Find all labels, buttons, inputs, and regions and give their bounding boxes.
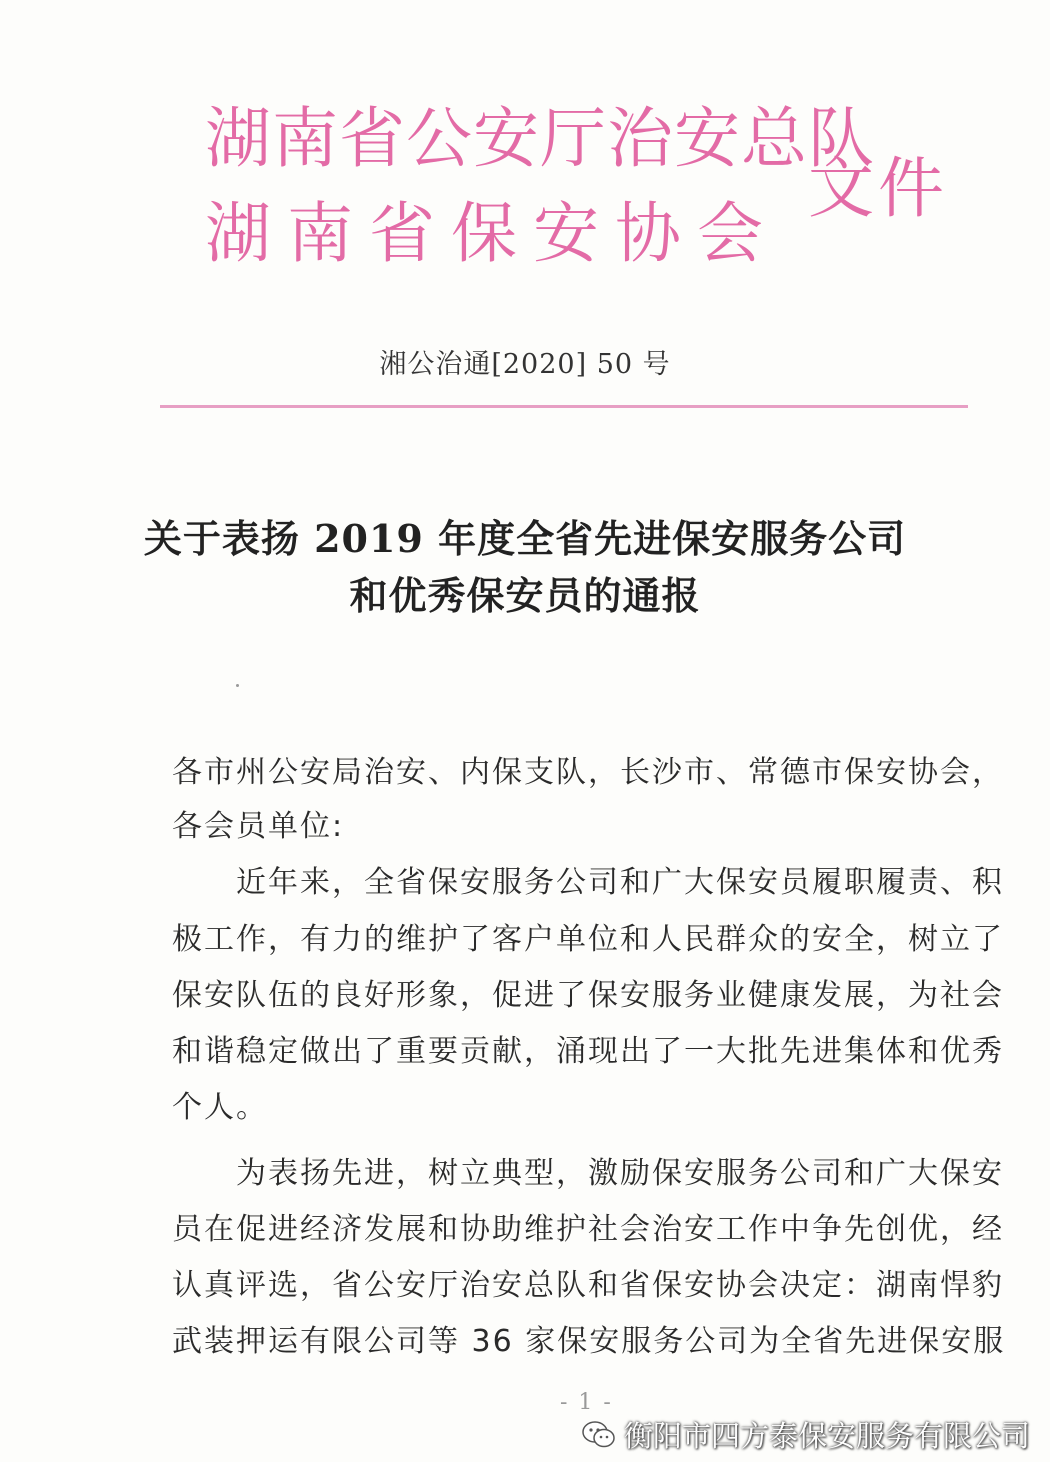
- wechat-icon: [582, 1420, 616, 1450]
- body-line: 极工作，有力的维护了客户单位和人民群众的安全，树立了: [172, 922, 1004, 957]
- body-line: 各会员单位:: [172, 809, 345, 844]
- scan-speck: [236, 684, 239, 687]
- body-line: 保安队伍的良好形象，促进了保安服务业健康发展，为社会: [172, 978, 1004, 1013]
- document-label: 文件: [808, 150, 948, 227]
- source-watermark: [582, 1414, 1030, 1455]
- body-line: 近年来，全省保安服务公司和广大保安员履职履责、积: [172, 865, 1004, 900]
- issuing-org-1: 湖南省公安厅治安总队: [205, 100, 875, 177]
- document-title-line-2: 和优秀保安员的通报: [349, 573, 701, 618]
- body-line: 为表扬先进，树立典型，激励保安服务公司和广大保安: [172, 1156, 1004, 1191]
- header-divider: [160, 405, 968, 408]
- watermark-text: 衡阳市四方泰保安服务有限公司: [623, 1419, 1030, 1453]
- body-line: 认真评选，省公安厅治安总队和省保安协会决定：湖南悍豹: [172, 1268, 1004, 1303]
- page-number: - 1 -: [560, 1390, 613, 1415]
- issuing-org-2: 湖南省保安协会: [205, 195, 779, 272]
- body-line: 武装押运有限公司等 36 家保安服务公司为全省先进保安服: [172, 1324, 1006, 1359]
- body-line: 各市州公安局治安、内保支队，长沙市、常德市保安协会，: [172, 755, 1004, 790]
- body-line: 员在促进经济发展和协助维护社会治安工作中争先创优，经: [172, 1212, 1004, 1247]
- document-title-line-1: 关于表扬 2019 年度全省先进保安服务公司: [143, 516, 907, 561]
- document-number: 湘公治通[2020] 50 号: [379, 349, 671, 380]
- body-line: 个人。: [172, 1090, 268, 1125]
- body-line: 和谐稳定做出了重要贡献，涌现出了一大批先进集体和优秀: [172, 1034, 1004, 1069]
